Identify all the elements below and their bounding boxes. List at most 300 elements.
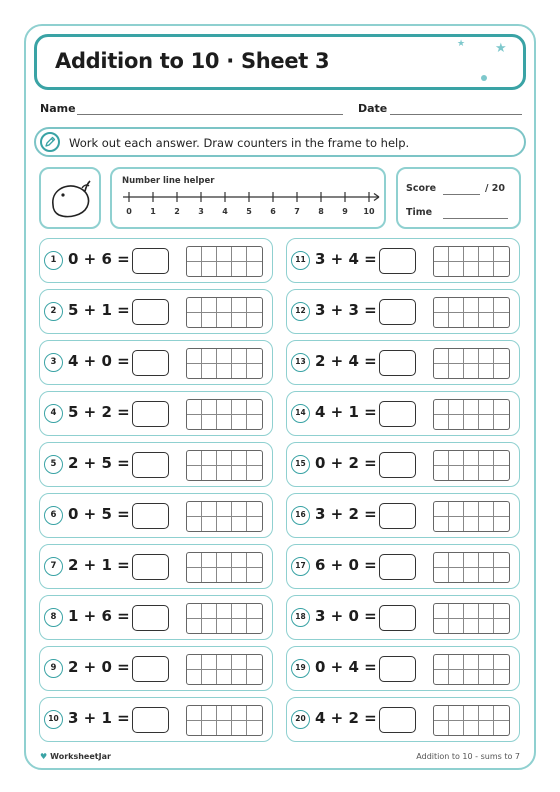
answer-box[interactable] <box>379 350 416 376</box>
ten-frame-cell[interactable] <box>434 670 449 685</box>
ten-frame-cell[interactable] <box>464 655 479 670</box>
score-total: / 20 <box>485 183 505 194</box>
ten-frame[interactable] <box>186 246 263 277</box>
ten-frame[interactable] <box>433 399 510 430</box>
ten-frame[interactable] <box>433 603 510 634</box>
ten-frame-cell[interactable] <box>187 451 202 466</box>
ten-frame[interactable] <box>186 297 263 328</box>
ten-frame-cell[interactable] <box>232 553 247 568</box>
ten-frame-cell[interactable] <box>217 247 232 262</box>
question-equation: 0 + 5 = <box>68 505 130 523</box>
ten-frame-cell[interactable] <box>449 655 464 670</box>
ten-frame-cell[interactable] <box>479 349 494 364</box>
ten-frame-cell[interactable] <box>217 619 232 634</box>
ten-frame-cell[interactable] <box>494 313 509 328</box>
ten-frame[interactable] <box>186 654 263 685</box>
ten-frame-cell[interactable] <box>217 670 232 685</box>
answer-box[interactable] <box>379 656 416 682</box>
page-title: Addition to 10 · Sheet 3 <box>55 49 330 73</box>
ten-frame-cell[interactable] <box>187 262 202 277</box>
ten-frame-cell[interactable] <box>217 568 232 583</box>
name-field[interactable] <box>77 114 343 115</box>
question-number: 18 <box>291 608 310 627</box>
ten-frame[interactable] <box>433 450 510 481</box>
answer-box[interactable] <box>132 248 169 274</box>
question-card <box>286 544 520 589</box>
ten-frame-cell[interactable] <box>464 262 479 277</box>
ten-frame-cell[interactable] <box>187 400 202 415</box>
ten-frame-cell[interactable] <box>449 364 464 379</box>
name-date-row <box>40 102 522 118</box>
question-number: 11 <box>291 251 310 270</box>
ten-frame-cell[interactable] <box>464 313 479 328</box>
ten-frame-cell[interactable] <box>449 262 464 277</box>
ten-frame-cell[interactable] <box>187 415 202 430</box>
number-line-box <box>110 167 386 229</box>
ten-frame-cell[interactable] <box>187 670 202 685</box>
ten-frame-cell[interactable] <box>232 400 247 415</box>
ten-frame-cell[interactable] <box>434 706 449 721</box>
ten-frame-cell[interactable] <box>187 604 202 619</box>
ten-frame-cell[interactable] <box>202 502 217 517</box>
ten-frame-cell[interactable] <box>464 298 479 313</box>
question-card <box>39 391 273 436</box>
ten-frame-cell[interactable] <box>187 349 202 364</box>
ten-frame-cell[interactable] <box>232 349 247 364</box>
question-card <box>39 646 273 691</box>
ten-frame-cell[interactable] <box>434 619 449 634</box>
question-card <box>286 697 520 742</box>
ten-frame-cell[interactable] <box>479 568 494 583</box>
ten-frame-cell[interactable] <box>217 502 232 517</box>
ten-frame-cell[interactable] <box>217 517 232 532</box>
ten-frame-cell[interactable] <box>434 313 449 328</box>
ten-frame-cell[interactable] <box>434 466 449 481</box>
question-equation: 5 + 2 = <box>68 403 130 421</box>
answer-box[interactable] <box>132 401 169 427</box>
ten-frame-cell[interactable] <box>464 568 479 583</box>
ten-frame-cell[interactable] <box>494 298 509 313</box>
ten-frame-cell[interactable] <box>494 247 509 262</box>
ten-frame-cell[interactable] <box>247 655 262 670</box>
ten-frame-cell[interactable] <box>232 415 247 430</box>
ten-frame[interactable] <box>433 552 510 583</box>
ten-frame-cell[interactable] <box>434 721 449 736</box>
ten-frame-cell[interactable] <box>247 619 262 634</box>
ten-frame-cell[interactable] <box>187 517 202 532</box>
ten-frame[interactable] <box>433 654 510 685</box>
ten-frame-cell[interactable] <box>449 502 464 517</box>
ten-frame-cell[interactable] <box>247 298 262 313</box>
ten-frame-cell[interactable] <box>464 619 479 634</box>
ten-frame[interactable] <box>186 450 263 481</box>
ten-frame-cell[interactable] <box>494 517 509 532</box>
ten-frame-cell[interactable] <box>232 466 247 481</box>
ten-frame-cell[interactable] <box>479 670 494 685</box>
answer-box[interactable] <box>132 299 169 325</box>
ten-frame-cell[interactable] <box>494 553 509 568</box>
ten-frame-cell[interactable] <box>187 502 202 517</box>
ten-frame-cell[interactable] <box>434 655 449 670</box>
question-equation: 4 + 2 = <box>315 709 377 727</box>
answer-box[interactable] <box>132 452 169 478</box>
ten-frame-cell[interactable] <box>434 604 449 619</box>
question-equation: 3 + 2 = <box>315 505 377 523</box>
question-card <box>39 493 273 538</box>
answer-box[interactable] <box>132 656 169 682</box>
ten-frame[interactable] <box>433 297 510 328</box>
answer-box[interactable] <box>132 707 169 733</box>
ten-frame[interactable] <box>433 348 510 379</box>
ten-frame-cell[interactable] <box>494 415 509 430</box>
question-equation: 3 + 1 = <box>68 709 130 727</box>
ten-frame[interactable] <box>186 348 263 379</box>
ten-frame-cell[interactable] <box>217 553 232 568</box>
ten-frame-cell[interactable] <box>494 655 509 670</box>
instruction-bar <box>34 127 526 157</box>
question-card <box>286 391 520 436</box>
ten-frame-cell[interactable] <box>187 364 202 379</box>
ten-frame-cell[interactable] <box>202 568 217 583</box>
answer-box[interactable] <box>379 299 416 325</box>
ten-frame-cell[interactable] <box>494 670 509 685</box>
ten-frame-cell[interactable] <box>434 415 449 430</box>
ten-frame-cell[interactable] <box>217 451 232 466</box>
ten-frame-cell[interactable] <box>464 670 479 685</box>
question-number: 1 <box>44 251 63 270</box>
question-card <box>39 238 273 283</box>
question-number: 16 <box>291 506 310 525</box>
date-label: Date <box>358 102 388 115</box>
star-icon: ★ <box>495 41 507 56</box>
ten-frame-cell[interactable] <box>494 451 509 466</box>
ten-frame-cell[interactable] <box>247 247 262 262</box>
number-line-label: 0 <box>126 207 132 216</box>
number-line <box>112 169 388 231</box>
ten-frame-cell[interactable] <box>232 502 247 517</box>
number-line-label: 4 <box>222 207 228 216</box>
ten-frame-cell[interactable] <box>449 568 464 583</box>
ten-frame[interactable] <box>433 246 510 277</box>
ten-frame-cell[interactable] <box>247 349 262 364</box>
question-number: 10 <box>44 710 63 729</box>
ten-frame-cell[interactable] <box>464 517 479 532</box>
ten-frame-cell[interactable] <box>202 400 217 415</box>
ten-frame-cell[interactable] <box>464 502 479 517</box>
dot-decoration <box>481 75 487 81</box>
ten-frame-cell[interactable] <box>494 568 509 583</box>
date-field[interactable] <box>390 114 522 115</box>
ten-frame-cell[interactable] <box>217 262 232 277</box>
ten-frame-cell[interactable] <box>217 706 232 721</box>
ten-frame-cell[interactable] <box>247 568 262 583</box>
question-number: 17 <box>291 557 310 576</box>
ten-frame-cell[interactable] <box>494 262 509 277</box>
ten-frame-cell[interactable] <box>449 466 464 481</box>
ten-frame-cell[interactable] <box>187 313 202 328</box>
question-card <box>39 544 273 589</box>
ten-frame-cell[interactable] <box>494 721 509 736</box>
ten-frame[interactable] <box>186 552 263 583</box>
ten-frame-cell[interactable] <box>449 400 464 415</box>
ten-frame-cell[interactable] <box>217 400 232 415</box>
ten-frame-cell[interactable] <box>202 706 217 721</box>
ten-frame[interactable] <box>433 705 510 736</box>
ten-frame[interactable] <box>186 603 263 634</box>
ten-frame-cell[interactable] <box>464 604 479 619</box>
ten-frame-cell[interactable] <box>202 604 217 619</box>
ten-frame-cell[interactable] <box>479 466 494 481</box>
ten-frame-cell[interactable] <box>464 466 479 481</box>
ten-frame-cell[interactable] <box>464 553 479 568</box>
ten-frame-cell[interactable] <box>479 364 494 379</box>
ten-frame-cell[interactable] <box>247 400 262 415</box>
ten-frame[interactable] <box>186 501 263 532</box>
ten-frame-cell[interactable] <box>202 670 217 685</box>
ten-frame-cell[interactable] <box>247 502 262 517</box>
ten-frame-cell[interactable] <box>479 262 494 277</box>
ten-frame-cell[interactable] <box>217 466 232 481</box>
number-line-label: 9 <box>342 207 348 216</box>
question-equation: 3 + 4 = <box>315 250 377 268</box>
time-field[interactable] <box>443 218 508 219</box>
ten-frame-cell[interactable] <box>232 364 247 379</box>
ten-frame-cell[interactable] <box>187 619 202 634</box>
ten-frame-cell[interactable] <box>232 568 247 583</box>
question-card <box>39 340 273 385</box>
ten-frame-cell[interactable] <box>434 262 449 277</box>
ten-frame-cell[interactable] <box>247 553 262 568</box>
ten-frame-cell[interactable] <box>247 604 262 619</box>
ten-frame-cell[interactable] <box>202 415 217 430</box>
ten-frame-cell[interactable] <box>479 400 494 415</box>
ten-frame[interactable] <box>186 399 263 430</box>
ten-frame-cell[interactable] <box>217 721 232 736</box>
ten-frame-cell[interactable] <box>247 706 262 721</box>
ten-frame-cell[interactable] <box>232 604 247 619</box>
ten-frame-cell[interactable] <box>217 298 232 313</box>
ten-frame-cell[interactable] <box>479 451 494 466</box>
question-card <box>39 697 273 742</box>
answer-box[interactable] <box>379 605 416 631</box>
ten-frame-cell[interactable] <box>232 298 247 313</box>
ten-frame-cell[interactable] <box>434 553 449 568</box>
ten-frame-cell[interactable] <box>232 655 247 670</box>
answer-box[interactable] <box>132 503 169 529</box>
question-equation: 2 + 1 = <box>68 556 130 574</box>
question-equation: 3 + 3 = <box>315 301 377 319</box>
ten-frame-cell[interactable] <box>464 721 479 736</box>
ten-frame[interactable] <box>186 705 263 736</box>
ten-frame-cell[interactable] <box>479 502 494 517</box>
ten-frame-cell[interactable] <box>449 298 464 313</box>
question-equation: 2 + 4 = <box>315 352 377 370</box>
ten-frame-cell[interactable] <box>247 517 262 532</box>
ten-frame-cell[interactable] <box>217 364 232 379</box>
ten-frame-cell[interactable] <box>449 553 464 568</box>
ten-frame-cell[interactable] <box>464 400 479 415</box>
ten-frame-cell[interactable] <box>434 364 449 379</box>
ten-frame-cell[interactable] <box>449 619 464 634</box>
ten-frame-cell[interactable] <box>247 670 262 685</box>
ten-frame-cell[interactable] <box>217 655 232 670</box>
ten-frame-cell[interactable] <box>494 364 509 379</box>
ten-frame-cell[interactable] <box>434 502 449 517</box>
answer-box[interactable] <box>379 452 416 478</box>
ten-frame-cell[interactable] <box>217 349 232 364</box>
ten-frame-cell[interactable] <box>247 721 262 736</box>
footer-brand <box>40 752 111 761</box>
ten-frame-cell[interactable] <box>187 553 202 568</box>
ten-frame-cell[interactable] <box>479 706 494 721</box>
ten-frame-cell[interactable] <box>449 670 464 685</box>
ten-frame-cell[interactable] <box>479 604 494 619</box>
question-card <box>286 595 520 640</box>
ten-frame-cell[interactable] <box>479 298 494 313</box>
ten-frame-cell[interactable] <box>494 619 509 634</box>
ten-frame-cell[interactable] <box>494 604 509 619</box>
ten-frame-cell[interactable] <box>202 247 217 262</box>
number-line-label: 2 <box>174 207 180 216</box>
answer-box[interactable] <box>132 350 169 376</box>
instruction-text: Work out each answer. Draw counters in the frame to help. <box>69 136 410 150</box>
ten-frame-cell[interactable] <box>202 364 217 379</box>
ten-frame-cell[interactable] <box>232 670 247 685</box>
ten-frame-cell[interactable] <box>464 247 479 262</box>
ten-frame-cell[interactable] <box>232 451 247 466</box>
ten-frame-cell[interactable] <box>479 313 494 328</box>
ten-frame-cell[interactable] <box>464 451 479 466</box>
answer-box[interactable] <box>379 554 416 580</box>
heart-icon: ♥ <box>40 752 48 761</box>
question-equation: 1 + 6 = <box>68 607 130 625</box>
ten-frame-cell[interactable] <box>187 721 202 736</box>
ten-frame-cell[interactable] <box>479 721 494 736</box>
ten-frame-cell[interactable] <box>449 415 464 430</box>
ten-frame-cell[interactable] <box>232 262 247 277</box>
ten-frame-cell[interactable] <box>479 553 494 568</box>
ten-frame-cell[interactable] <box>449 706 464 721</box>
ten-frame-cell[interactable] <box>187 568 202 583</box>
ten-frame-cell[interactable] <box>449 313 464 328</box>
ten-frame-cell[interactable] <box>434 349 449 364</box>
question-number: 15 <box>291 455 310 474</box>
ten-frame-cell[interactable] <box>217 313 232 328</box>
ten-frame-cell[interactable] <box>232 517 247 532</box>
question-number: 13 <box>291 353 310 372</box>
ten-frame-cell[interactable] <box>449 247 464 262</box>
question-number: 19 <box>291 659 310 678</box>
ten-frame-cell[interactable] <box>187 466 202 481</box>
ten-frame-cell[interactable] <box>187 298 202 313</box>
answer-box[interactable] <box>132 605 169 631</box>
ten-frame-cell[interactable] <box>494 349 509 364</box>
ten-frame-cell[interactable] <box>449 517 464 532</box>
question-card <box>286 289 520 334</box>
ten-frame-cell[interactable] <box>232 313 247 328</box>
ten-frame-cell[interactable] <box>494 400 509 415</box>
ten-frame-cell[interactable] <box>434 451 449 466</box>
ten-frame-cell[interactable] <box>434 568 449 583</box>
pencil-icon <box>40 132 60 152</box>
question-card <box>286 646 520 691</box>
ten-frame-cell[interactable] <box>202 313 217 328</box>
ten-frame-cell[interactable] <box>479 517 494 532</box>
ten-frame-cell[interactable] <box>434 298 449 313</box>
question-card <box>286 238 520 283</box>
ten-frame-cell[interactable] <box>202 619 217 634</box>
ten-frame-cell[interactable] <box>247 466 262 481</box>
ten-frame-cell[interactable] <box>202 451 217 466</box>
ten-frame-cell[interactable] <box>494 706 509 721</box>
number-line-label: 7 <box>294 207 300 216</box>
ten-frame-cell[interactable] <box>232 706 247 721</box>
answer-box[interactable] <box>379 707 416 733</box>
ten-frame-cell[interactable] <box>479 247 494 262</box>
ten-frame-cell[interactable] <box>247 262 262 277</box>
ten-frame-cell[interactable] <box>232 247 247 262</box>
ten-frame-cell[interactable] <box>202 655 217 670</box>
ten-frame-cell[interactable] <box>464 706 479 721</box>
ten-frame-cell[interactable] <box>202 298 217 313</box>
ten-frame-cell[interactable] <box>202 721 217 736</box>
ten-frame-cell[interactable] <box>434 517 449 532</box>
ten-frame-cell[interactable] <box>479 619 494 634</box>
ten-frame-cell[interactable] <box>202 349 217 364</box>
question-number: 20 <box>291 710 310 729</box>
ten-frame-cell[interactable] <box>464 364 479 379</box>
ten-frame-cell[interactable] <box>202 466 217 481</box>
ten-frame-cell[interactable] <box>202 517 217 532</box>
ten-frame-cell[interactable] <box>449 604 464 619</box>
ten-frame-cell[interactable] <box>247 313 262 328</box>
ten-frame-cell[interactable] <box>187 655 202 670</box>
answer-box[interactable] <box>379 503 416 529</box>
ten-frame-cell[interactable] <box>202 553 217 568</box>
answer-box[interactable] <box>379 401 416 427</box>
ten-frame-cell[interactable] <box>247 364 262 379</box>
question-number: 2 <box>44 302 63 321</box>
ten-frame-cell[interactable] <box>247 451 262 466</box>
ten-frame-cell[interactable] <box>449 451 464 466</box>
ten-frame-cell[interactable] <box>464 349 479 364</box>
ten-frame-cell[interactable] <box>187 247 202 262</box>
ten-frame-cell[interactable] <box>464 415 479 430</box>
ten-frame-cell[interactable] <box>494 502 509 517</box>
ten-frame-cell[interactable] <box>449 721 464 736</box>
ten-frame-cell[interactable] <box>494 466 509 481</box>
ten-frame-cell[interactable] <box>187 706 202 721</box>
ten-frame[interactable] <box>433 501 510 532</box>
question-card <box>39 442 273 487</box>
ten-frame-cell[interactable] <box>217 604 232 619</box>
answer-box[interactable] <box>132 554 169 580</box>
ten-frame-cell[interactable] <box>479 415 494 430</box>
ten-frame-cell[interactable] <box>232 619 247 634</box>
number-line-label: 8 <box>318 207 324 216</box>
ten-frame-cell[interactable] <box>232 721 247 736</box>
number-line-label: 6 <box>270 207 276 216</box>
ten-frame-cell[interactable] <box>434 247 449 262</box>
ten-frame-cell[interactable] <box>479 655 494 670</box>
ten-frame-cell[interactable] <box>449 349 464 364</box>
ten-frame-cell[interactable] <box>217 415 232 430</box>
score-field[interactable] <box>443 194 480 195</box>
ten-frame-cell[interactable] <box>247 415 262 430</box>
ten-frame-cell[interactable] <box>202 262 217 277</box>
ten-frame-cell[interactable] <box>434 400 449 415</box>
answer-box[interactable] <box>379 248 416 274</box>
